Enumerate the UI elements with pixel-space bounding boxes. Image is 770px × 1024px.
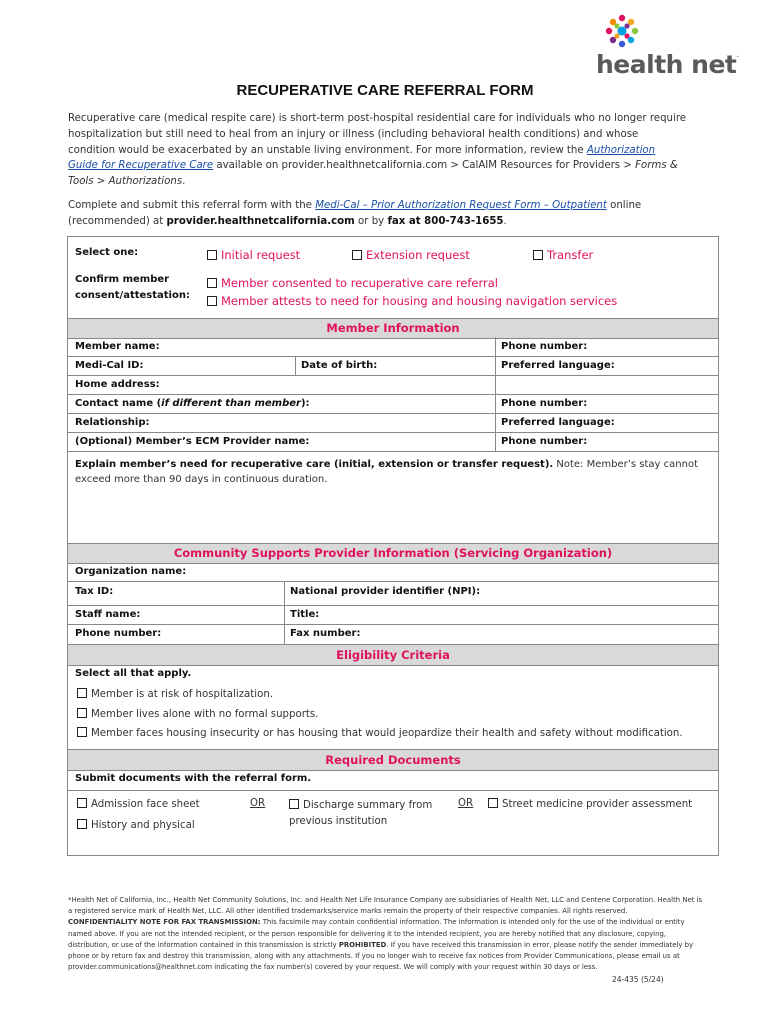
checkbox[interactable] bbox=[77, 819, 87, 829]
or-separator-1: OR bbox=[250, 798, 266, 809]
transfer-option[interactable]: Transfer bbox=[533, 248, 593, 262]
eligibility-instruction: Select all that apply. bbox=[75, 668, 192, 679]
date-of-birth-field[interactable]: Date of birth: bbox=[301, 360, 378, 371]
footer-confidentiality-notice: CONFIDENTIALITY NOTE FOR FAX TRANSMISSION: This facsimile may contain confidential information. The information is intended only for the use of the individual or entity named above. If you are not the intended recipient, or the person responsible for delivering it to the intended recipient, you are hereby notified that any disclosure, copying, distribution, or use of the information contained in this transmission is strictly PROHIBITED. If you have received this transmission in error, please notify the sender immediately by phone or by return fax and destroy this transmission, along with any attachments. If you no longer wish to receive fax notices from Provider Communications, please email us at provider.communications@healthnet.com indicating the fax number(s) covered by your request. We will comply with your request within 30 days or less. bbox=[68, 918, 694, 972]
ecm-provider-name-field[interactable]: (Optional) Member’s ECM Provider name: bbox=[75, 436, 310, 447]
required-documents-heading: Required Documents bbox=[68, 749, 718, 771]
organization-name-field[interactable]: Organization name: bbox=[75, 566, 187, 577]
intro-paragraph: Recuperative care (medical respite care) is short-term post-hospital residential care for individuals who no longer require hospitalization but still need to heal from an injury or illness (including behavioral health conditions) and whose condition would be exacerbated by an unstable living environment. For more information, review the Authorization Guide for Recuperative Care available on provider.healthnetcalifornia.com > CalAIM Resources for Providers > Forms & Tools > Authorizations. bbox=[68, 113, 687, 188]
ecm-provider-phone-field[interactable]: Phone number: bbox=[501, 436, 588, 447]
consent-label-line2: consent/attestation: bbox=[75, 290, 190, 301]
relationship-field[interactable]: Relationship: bbox=[75, 417, 150, 428]
checkbox[interactable] bbox=[207, 296, 217, 306]
eligibility-item-lives-alone[interactable]: Member lives alone with no formal supports. bbox=[77, 708, 318, 720]
health-net-logo bbox=[596, 14, 739, 80]
extension-request-option[interactable]: Extension request bbox=[352, 248, 470, 262]
staff-title-field[interactable]: Title: bbox=[290, 609, 320, 620]
contact-phone-field[interactable]: Phone number: bbox=[501, 398, 588, 409]
prior-authorization-form-link[interactable]: Medi-Cal – Prior Authorization Request Form – Outpatient bbox=[315, 200, 607, 211]
explain-need-field[interactable]: Explain member’s need for recuperative care (initial, extension or transfer request). Note: Member’s stay cannot exceed more than 90 days in continuous duration. bbox=[75, 459, 698, 485]
initial-request-option[interactable]: Initial request bbox=[207, 248, 300, 262]
tax-id-field[interactable]: Tax ID: bbox=[75, 586, 114, 597]
staff-name-field[interactable]: Staff name: bbox=[75, 609, 141, 620]
checkbox[interactable] bbox=[352, 250, 362, 260]
checkbox[interactable] bbox=[207, 278, 217, 288]
or-separator-2: OR bbox=[458, 798, 474, 809]
provider-fax-field[interactable]: Fax number: bbox=[290, 628, 361, 639]
street-medicine-option[interactable]: Street medicine provider assessment bbox=[488, 798, 692, 810]
form-number: 24-435 (5/24) bbox=[612, 975, 664, 984]
eligibility-item-housing[interactable]: Member faces housing insecurity or has housing that would jeopardize their health and safety without modification. bbox=[77, 727, 683, 739]
logo-wordmark: health net. bbox=[596, 50, 739, 79]
contact-name-field[interactable]: Contact name (if different than member): bbox=[75, 398, 310, 409]
eligibility-heading: Eligibility Criteria bbox=[68, 644, 718, 666]
consent-label-line1: Confirm member bbox=[75, 274, 170, 285]
member-information-heading: Member Information bbox=[68, 318, 718, 339]
footer-disclaimer bbox=[68, 895, 704, 973]
checkbox[interactable] bbox=[77, 798, 87, 808]
checkbox[interactable] bbox=[488, 798, 498, 808]
discharge-summary-option[interactable]: Discharge summary from previous institution bbox=[289, 800, 433, 827]
checkbox[interactable] bbox=[207, 250, 217, 260]
history-physical-option[interactable]: History and physical bbox=[77, 819, 195, 831]
member-attests-option[interactable]: Member attests to need for housing and housing navigation services bbox=[207, 294, 617, 308]
contact-preferred-language-field[interactable]: Preferred language: bbox=[501, 417, 615, 428]
checkbox[interactable] bbox=[77, 708, 87, 718]
checkbox[interactable] bbox=[533, 250, 543, 260]
member-consented-option[interactable]: Member consented to recuperative care referral bbox=[207, 276, 498, 290]
referral-form-table bbox=[67, 236, 719, 856]
footer-corporate-notice: *Health Net of California, Inc., Health Net Community Solutions, Inc. and Health Net Life Insurance Company are subsidiaries of Health Net, LLC and Centene Corporation. Health Net is a registered service mark of Health Net, LLC. All other identified trademarks/service marks remain the property of their respective companies. All rights reserved. bbox=[68, 896, 703, 916]
health-net-logo-icon bbox=[604, 14, 640, 50]
select-one-label: Select one: bbox=[75, 247, 139, 258]
member-name-field[interactable]: Member name: bbox=[75, 341, 160, 352]
medi-cal-id-field[interactable]: Medi-Cal ID: bbox=[75, 360, 144, 371]
authorization-guide-link[interactable]: Authorization Guide for Recuperative Care bbox=[68, 144, 656, 172]
admission-face-sheet-option[interactable]: Admission face sheet bbox=[77, 798, 200, 810]
eligibility-item-hospitalization[interactable]: Member is at risk of hospitalization. bbox=[77, 688, 273, 700]
preferred-language-field[interactable]: Preferred language: bbox=[501, 360, 615, 371]
home-address-field[interactable]: Home address: bbox=[75, 379, 160, 390]
documents-instruction: Submit documents with the referral form. bbox=[75, 773, 312, 784]
npi-field[interactable]: National provider identifier (NPI): bbox=[290, 586, 481, 597]
checkbox[interactable] bbox=[77, 688, 87, 698]
submit-instructions: Complete and submit this referral form with the Medi-Cal – Prior Authorization Request Form – Outpatient online (recommended) at provider.healthnetcalifornia.com or by fax at 800-743-1655. bbox=[68, 200, 642, 227]
member-phone-field[interactable]: Phone number: bbox=[501, 341, 588, 352]
form-title: RECUPERATIVE CARE REFERRAL FORM bbox=[236, 82, 534, 99]
checkbox[interactable] bbox=[77, 727, 87, 737]
cs-provider-heading: Community Supports Provider Information (Servicing Organization) bbox=[68, 543, 718, 564]
checkbox[interactable] bbox=[289, 799, 299, 809]
provider-phone-field[interactable]: Phone number: bbox=[75, 628, 162, 639]
